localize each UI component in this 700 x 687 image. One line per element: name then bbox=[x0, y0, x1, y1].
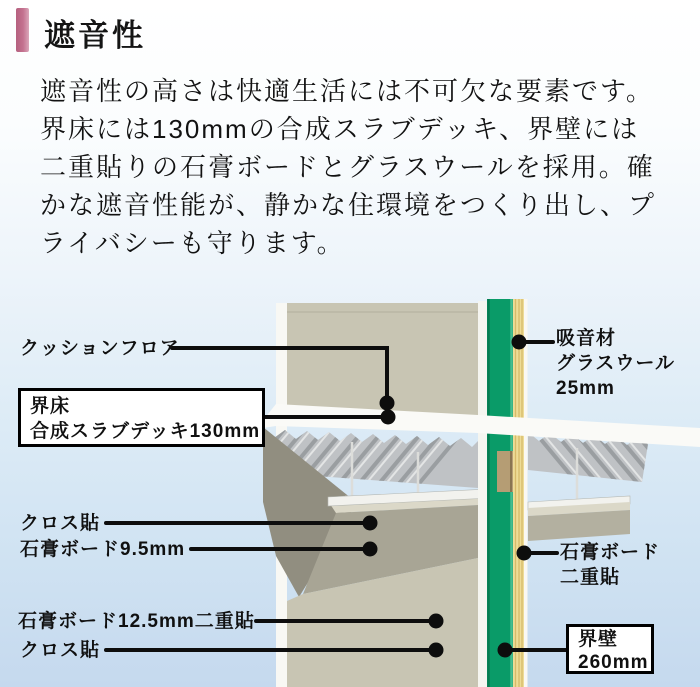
intro-paragraph bbox=[40, 72, 672, 262]
label-board-double bbox=[560, 540, 660, 590]
paragraph-line: 遮音性の高さは快適生活には不可欠な要素です。 bbox=[40, 76, 654, 106]
label-floor-spec: 合成スラブデッキ130mm bbox=[30, 421, 261, 442]
label-floor-title: 界床 bbox=[30, 396, 71, 417]
paragraph-line: かな遮音性能が、静かな住環境をつくり出し、プ bbox=[40, 190, 657, 220]
page-title: 遮音性 bbox=[44, 18, 146, 53]
callout-dot-board-125 bbox=[429, 614, 444, 629]
callout-dot-absorber bbox=[512, 335, 527, 350]
callout-dot-floor-box bbox=[381, 410, 396, 425]
label-absorber bbox=[556, 326, 675, 401]
gypsum-board-green-layer bbox=[487, 299, 513, 687]
label-board-125: 石膏ボード12.5mm二重貼 bbox=[18, 611, 255, 632]
label-absorber-line2: グラスウール bbox=[556, 353, 676, 374]
callout-dot-cloth-upper bbox=[363, 516, 378, 531]
paragraph-line: ライバシーも守ります。 bbox=[40, 228, 345, 258]
label-board-95: 石膏ボード9.5mm bbox=[20, 539, 186, 560]
label-absorber-line1: 吸音材 bbox=[556, 328, 617, 349]
label-wall-spec: 260mm bbox=[578, 652, 649, 673]
label-absorber-line3: 25mm bbox=[556, 378, 615, 399]
paragraph-line: 界床には130mmの合成スラブデッキ、界壁には bbox=[40, 114, 640, 144]
callout-dot-wall-box bbox=[498, 643, 513, 658]
wall-gap-layer bbox=[478, 301, 487, 687]
label-board-double-line1: 石膏ボード bbox=[560, 542, 661, 563]
callout-dot-board-double bbox=[517, 546, 532, 561]
label-box-wall bbox=[566, 624, 654, 674]
label-cloth-upper: クロス貼 bbox=[20, 513, 101, 534]
paragraph-line: 二重貼りの石膏ボードとグラスウールを採用。確 bbox=[40, 152, 655, 182]
label-cloth-lower: クロス貼 bbox=[20, 640, 101, 661]
label-board-double-line2: 二重貼 bbox=[560, 567, 621, 588]
callout-dot-board-95 bbox=[363, 542, 378, 557]
label-wall-title: 界壁 bbox=[578, 629, 619, 650]
callout-dot-cushion-floor bbox=[380, 396, 395, 411]
label-box-floor bbox=[18, 388, 265, 447]
wall-outer-edge bbox=[524, 299, 528, 687]
callout-dot-cloth-lower bbox=[429, 643, 444, 658]
title-accent-bar bbox=[16, 8, 29, 52]
label-cushion-floor: クッションフロア bbox=[20, 338, 180, 359]
